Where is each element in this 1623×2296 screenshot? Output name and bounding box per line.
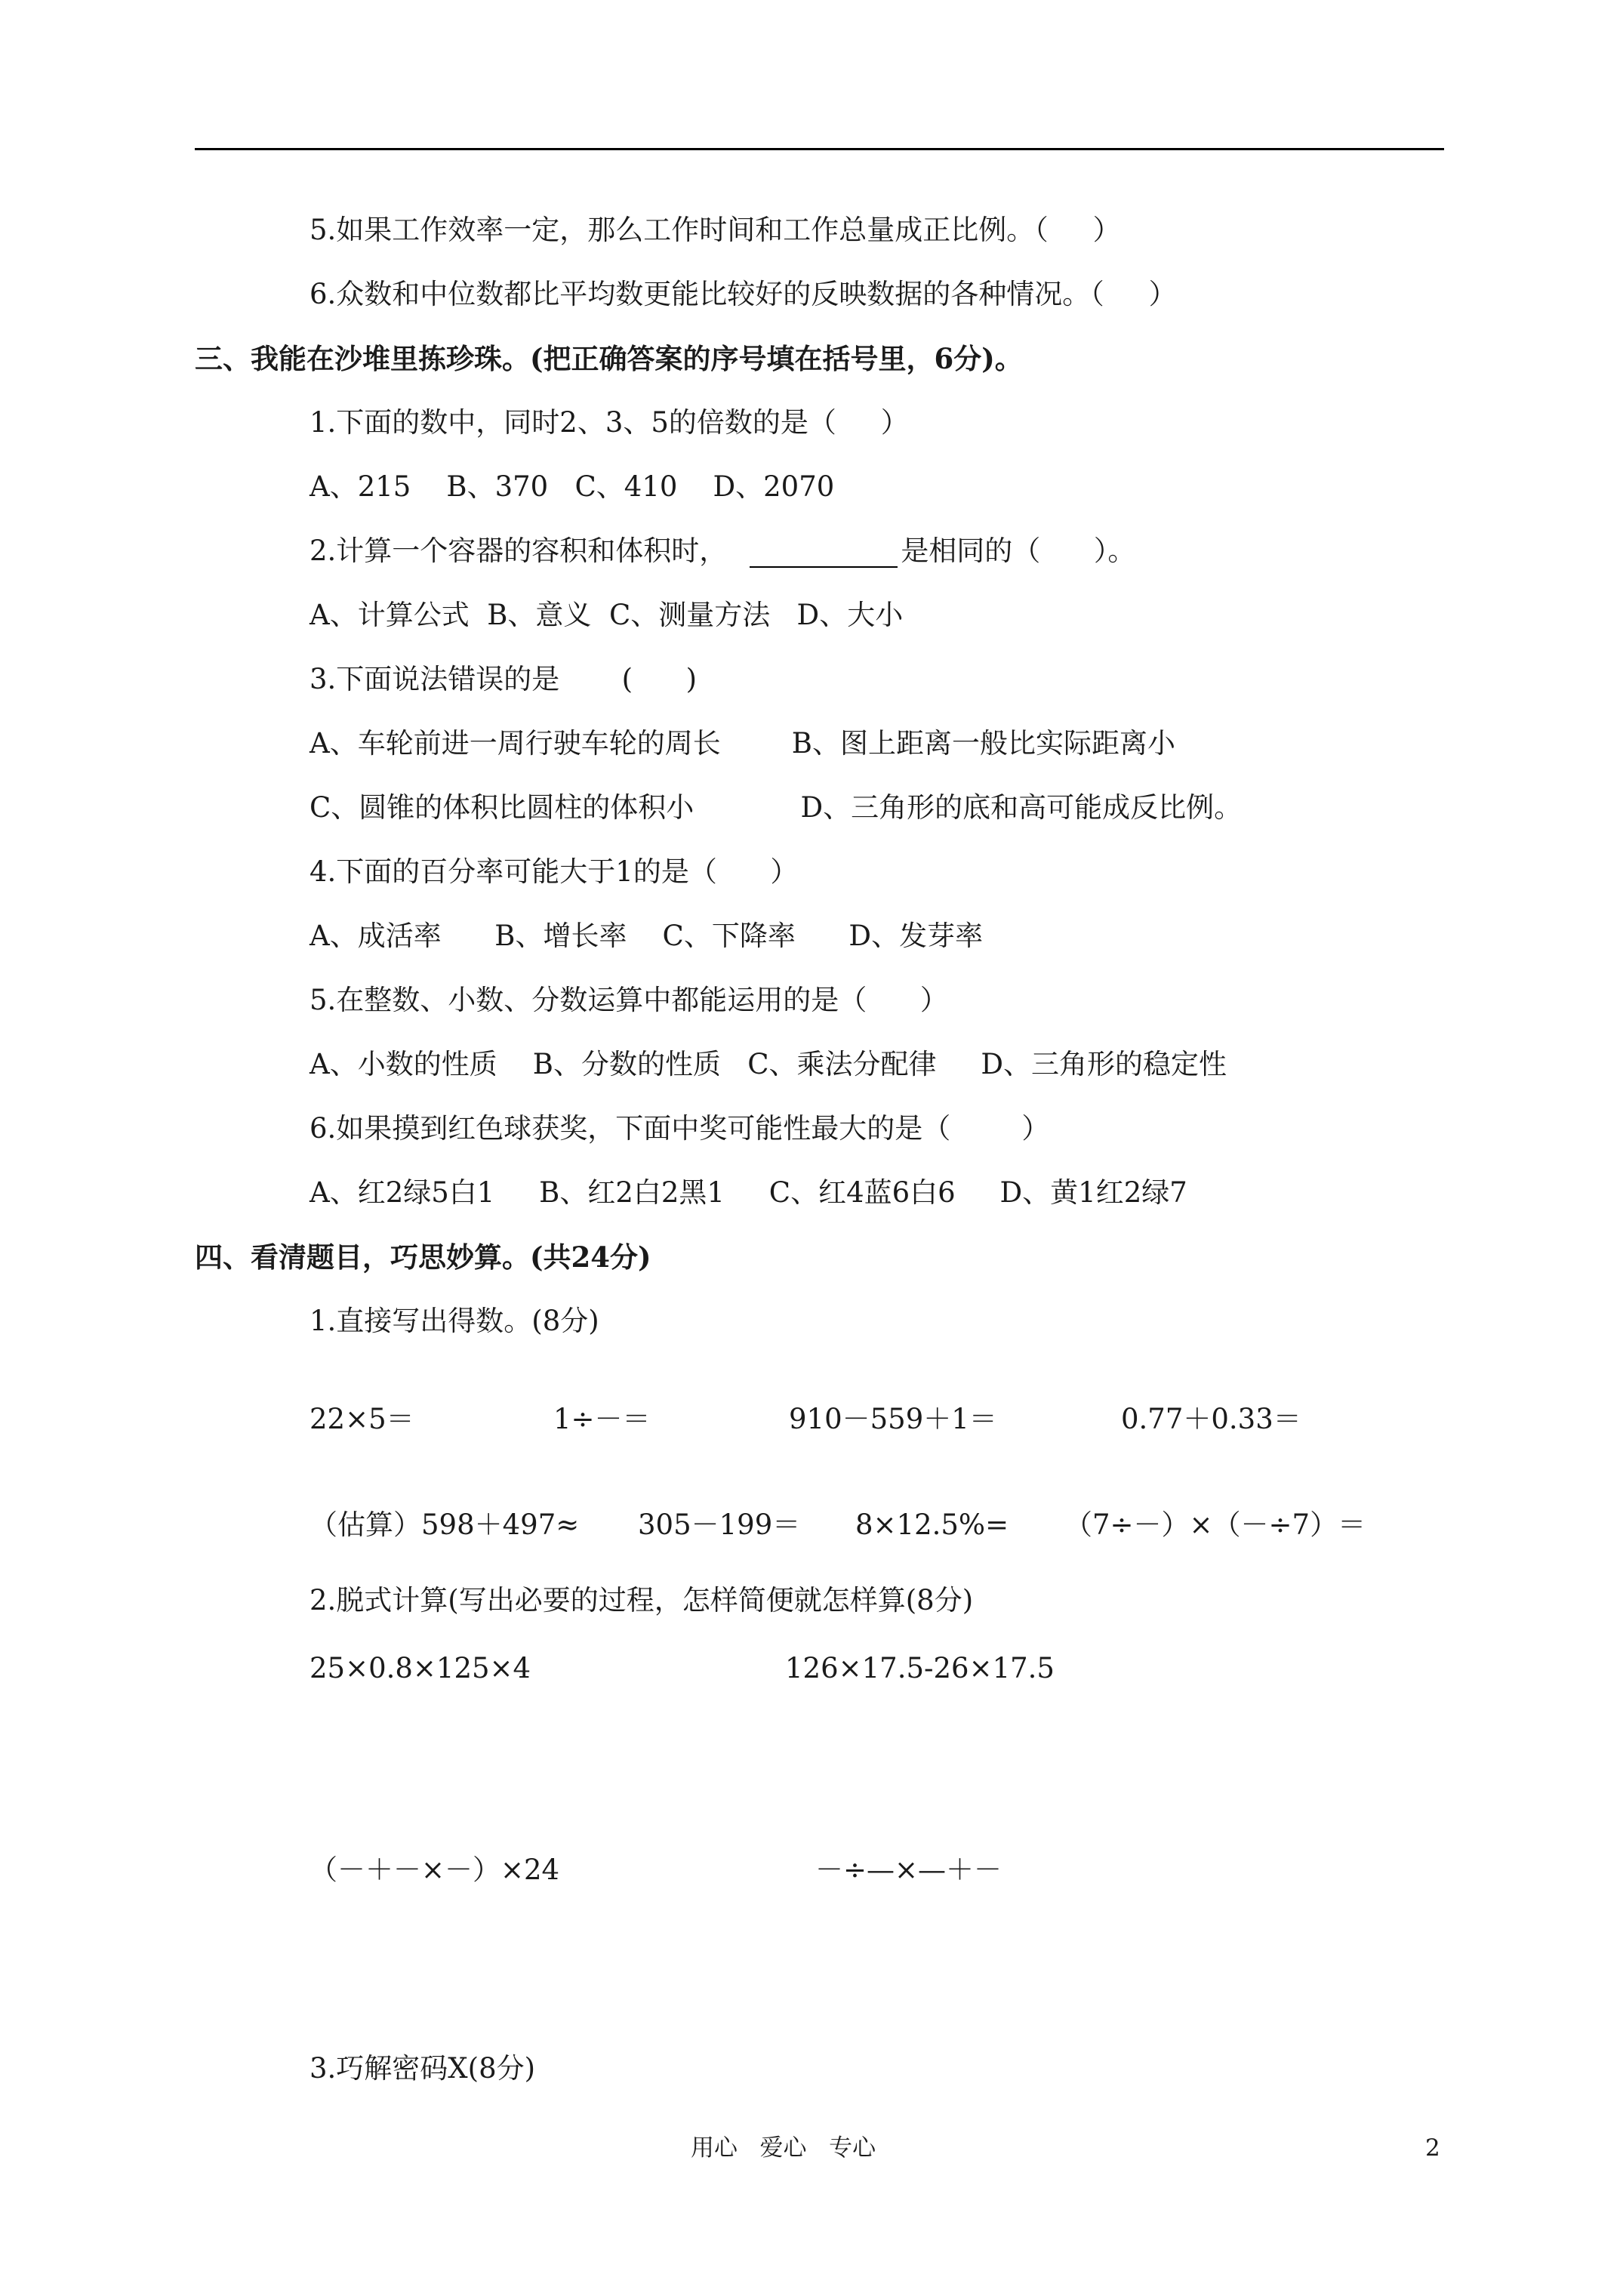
calc-part-2-title: 2.脱式计算(写出必要的过程，怎样简便就怎样算(8分): [310, 1584, 974, 1616]
step-calc-item: 25×0.8×125×4: [310, 1652, 531, 1684]
oral-calc-item: （7÷－）×（－÷7）＝: [1064, 1509, 1366, 1541]
choice-question-1-options: A、215 B、370 C、410 D、2070: [310, 470, 835, 503]
step-calc-item: （－＋－×－）×24: [310, 1854, 560, 1886]
oral-calc-item: 305－199＝: [638, 1509, 801, 1541]
choice-question-3-options-cd: C、圆锥的体积比圆柱的体积小 D、三角形的底和高可能成反比例。: [310, 791, 1243, 824]
page-number: 2: [1425, 2134, 1440, 2162]
page-footer: 用心 爱心 专心: [691, 2134, 876, 2162]
choice-question-4: 4.下面的百分率可能大于1的是（ ）: [310, 855, 799, 888]
choice-question-2: [310, 535, 1135, 568]
calc-part-1-title: 1.直接写出得数。(8分): [310, 1305, 599, 1337]
question-2-suffix: 是相同的（ ）。: [901, 535, 1136, 567]
choice-question-3-options-ab: A、车轮前进一周行驶车轮的周长 B、图上距离一般比实际距离小: [310, 727, 1175, 760]
step-calc-item: 126×17.5-26×17.5: [785, 1652, 1055, 1684]
oral-calc-item: （估算）598＋497≈: [310, 1509, 580, 1541]
question-judge-5: 5.如果工作效率一定，那么工作时间和工作总量成正比例。（ ）: [310, 214, 1121, 246]
question-2-text: 2.计算一个容器的容积和体积时，: [310, 535, 728, 567]
oral-calc-item: 22×5＝: [310, 1403, 414, 1435]
oral-calc-item: 910－559＋1＝: [789, 1403, 997, 1435]
choice-question-6: 6.如果摸到红色球获奖，下面中奖可能性最大的是（ ）: [310, 1112, 1050, 1145]
oral-calc-item: 0.77＋0.33＝: [1121, 1403, 1301, 1435]
choice-question-2-options: A、计算公式 B、意义 C、测量方法 D、大小: [310, 599, 904, 631]
choice-question-5-options: A、小数的性质 B、分数的性质 C、乘法分配律 D、三角形的稳定性: [310, 1048, 1227, 1080]
choice-question-6-options: A、红2绿5白1 B、红2白2黑1 C、红4蓝6白6 D、黄1红2绿7: [310, 1176, 1187, 1209]
choice-question-4-options: A、成活率 B、增长率 C、下降率 D、发芽率: [310, 920, 984, 952]
choice-question-1: 1.下面的数中，同时2、3、5的倍数的是（ ）: [310, 406, 909, 439]
oral-calc-item: 8×12.5%=: [855, 1509, 1009, 1541]
section-3-heading: 三、我能在沙堆里拣珍珠。(把正确答案的序号填在括号里，6分)。: [195, 342, 1023, 375]
fill-in-blank: [750, 541, 898, 568]
question-judge-6: 6.众数和中位数都比平均数更能比较好的反映数据的各种情况。（ ）: [310, 278, 1177, 310]
header-rule: [195, 148, 1444, 150]
step-calc-item: －÷—×—＋－: [815, 1854, 1002, 1886]
section-4-heading: 四、看清题目，巧思妙算。(共24分): [195, 1240, 651, 1274]
choice-question-3: 3.下面说法错误的是 ( ): [310, 663, 698, 695]
choice-question-5: 5.在整数、小数、分数运算中都能运用的是（ ）: [310, 984, 948, 1016]
calc-part-3-title: 3.巧解密码X(8分): [310, 2052, 536, 2085]
oral-calc-item: 1÷－＝: [553, 1403, 651, 1435]
